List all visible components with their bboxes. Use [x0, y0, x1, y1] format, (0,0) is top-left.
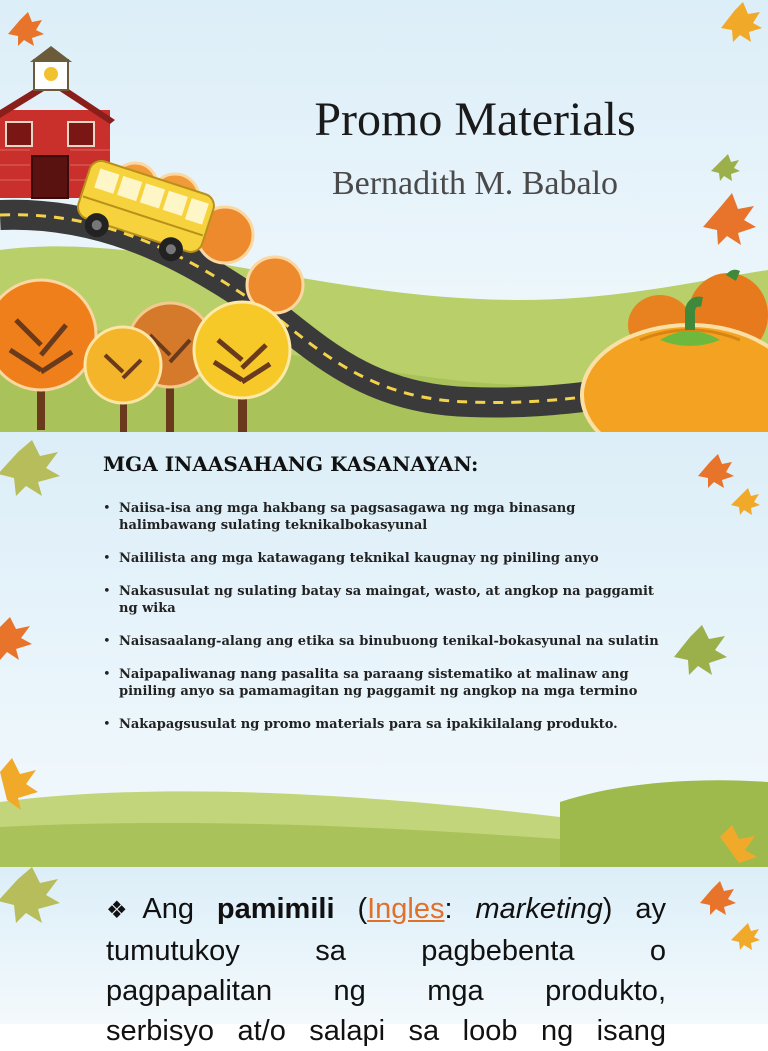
- leaf-icon: [0, 617, 32, 660]
- presentation-author: Bernadith M. Babalo: [331, 165, 619, 202]
- paren-open: (: [357, 893, 368, 925]
- paren-close: ): [602, 893, 613, 925]
- autumn-scene-illustration: [0, 0, 768, 432]
- list-item: • Nakapagsusulat ng promo materials para sa ipakikilalang produkto.: [103, 716, 668, 733]
- leaf-icon: [731, 488, 760, 515]
- word-ay: ay: [635, 893, 667, 925]
- ingles-link[interactable]: Ingles: [367, 893, 445, 925]
- leaf-icon: [674, 625, 727, 675]
- definition-line-3: pagpapalitan ng mga produkto,: [106, 975, 666, 1007]
- skills-slide: [0, 432, 768, 867]
- leaf-icon: [0, 440, 60, 496]
- presentation-title: Promo Materials: [314, 93, 636, 146]
- list-item: • Naisasaalang-alang ang etika sa binubuong tenikal-bokasyunal na sulatin: [103, 633, 668, 650]
- marketing-definition: [106, 889, 666, 1051]
- definition-line-4: serbisyo at/o salapi sa loob ng isang: [106, 1015, 666, 1047]
- list-item: • Naililista ang mga katawagang teknikal kaugnay ng piniling anyo: [103, 550, 668, 567]
- leaf-icon: [721, 2, 762, 42]
- definition-line-2: tumutukoy sa pagbebenta o: [106, 935, 666, 967]
- leaf-icon: [8, 12, 44, 46]
- colon: :: [444, 893, 453, 925]
- term-pamimili: pamimili: [216, 893, 335, 925]
- list-item: • Naiisa-isa ang mga hakbang sa pagsasagawa ng mga binasang halimbawang sulating teknikalbokasyunal: [103, 500, 668, 534]
- title-slide: [0, 0, 768, 432]
- definition-line-1: [106, 889, 666, 931]
- word-ang: Ang: [142, 893, 194, 925]
- list-item: • Naipapaliwanag nang pasalita sa paraang sistematiko at malinaw ang piniling anyo sa pamamagitan ng paggamit ng angkop na mga termino: [103, 666, 668, 700]
- leaf-icon: [698, 454, 734, 488]
- skills-list: [103, 500, 668, 749]
- skills-heading: MGA INAASAHANG KASANAYAN:: [103, 452, 479, 476]
- list-item: • Nakasusulat ng sulating batay sa maingat, wasto, at angkop na paggamit ng wika: [103, 583, 668, 617]
- leaf-icon: [700, 881, 736, 915]
- leaf-icon: [0, 867, 60, 923]
- diamond-bullet-icon: ❖: [106, 897, 143, 924]
- leaf-icon: [731, 923, 760, 950]
- term-marketing: marketing: [475, 893, 603, 925]
- definition-slide: [0, 867, 768, 1047]
